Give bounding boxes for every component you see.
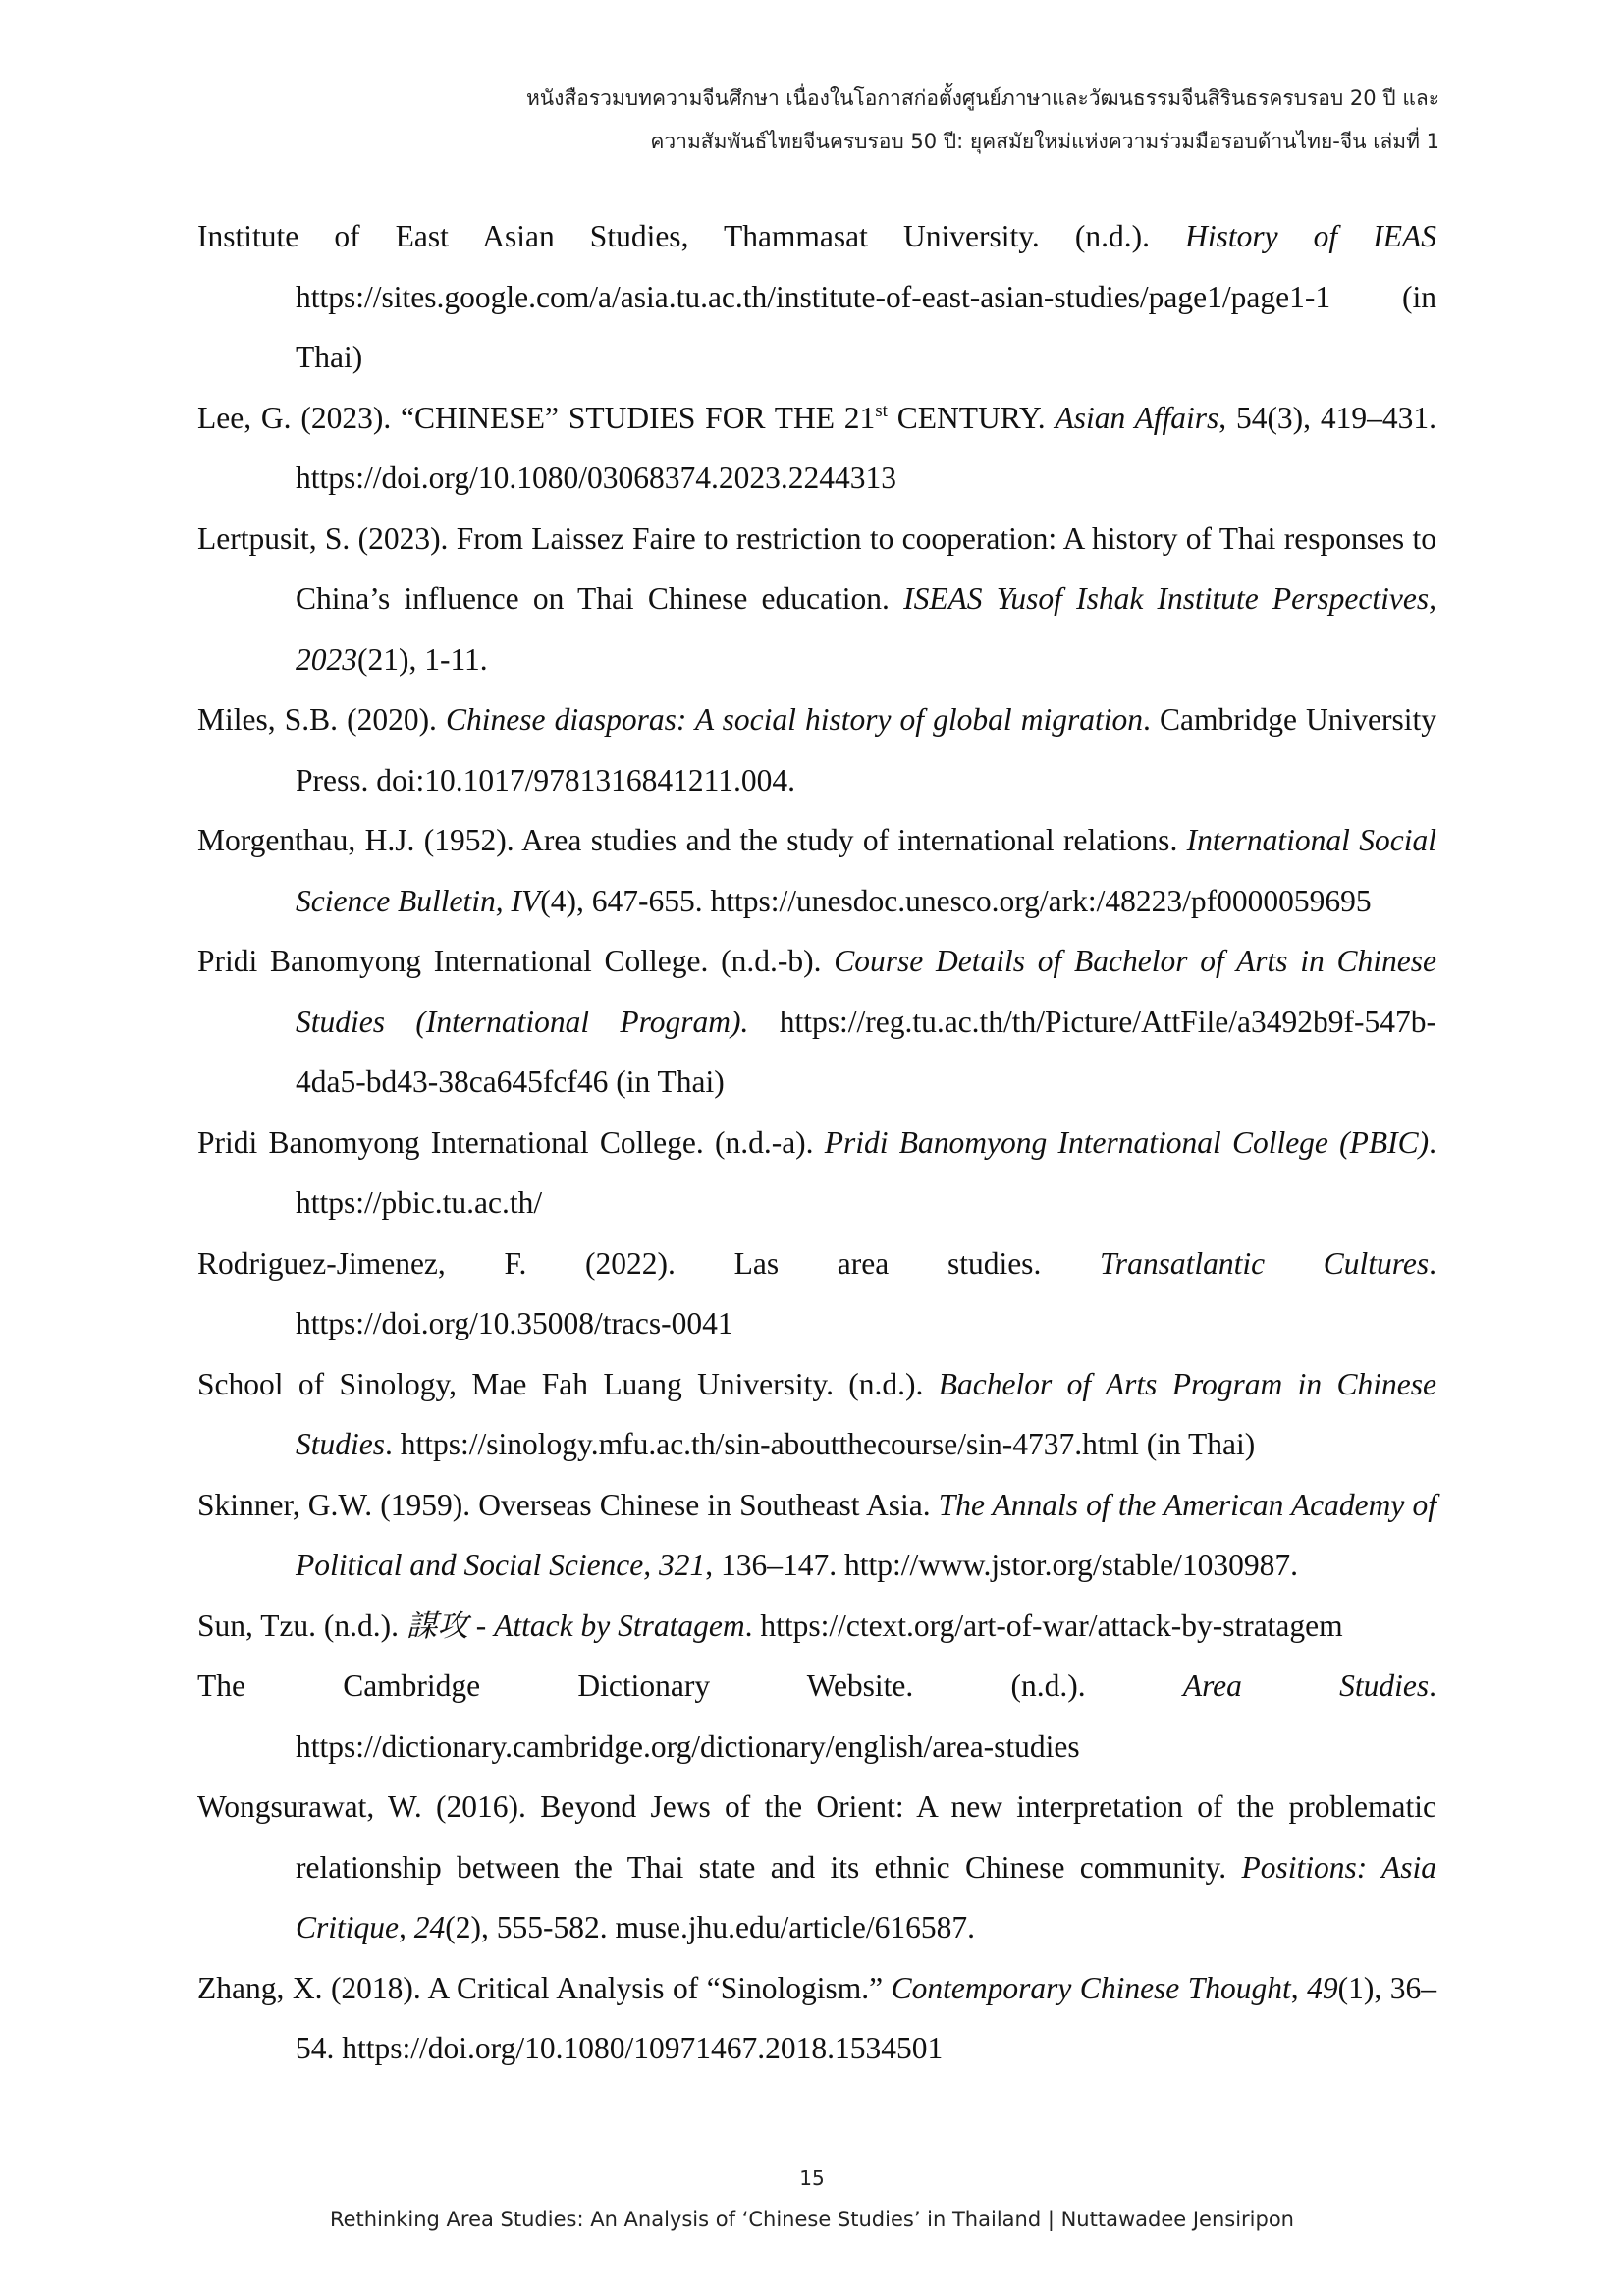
reference-list <box>197 206 1436 2079</box>
running-footer: Rethinking Area Studies: An Analysis of ‘Chinese Studies’ in Thailand | Nuttawadee Jensiripon <box>329 2208 1294 2231</box>
reference-entry-wongsurawat: Wongsurawat, W. (2016). Beyond Jews of the Orient: A new interpretation of the problematic relationship between the Thai state and its ethnic Chinese community. Positions: Asia Critique, 24(2), 555-582. muse.jhu.edu/article/616587. <box>197 1789 1436 1944</box>
reference-entry-ieas: Institute of East Asian Studies, Thammasat University. (n.d.). History of IEAS https://sites.google.com/a/asia.tu.ac.th/institute-of-east-asian-studies/page1/page1-1 (in Thai) <box>197 219 1436 374</box>
reference-entry-lertpusit: Lertpusit, S. (2023). From Laissez Faire to restriction to cooperation: A history of Thai responses to China’s influence on Thai Chinese education. ISEAS Yusof Ishak Institute Perspectives, 2023(21), 1-11. <box>197 520 1436 677</box>
reference-entry-lee: Lee, G. (2023). “CHINESE” STUDIES FOR THE 21st CENTURY. Asian Affairs, 54(3), 419–431. https://doi.org/10.1080/03068374.2023.2244313 <box>197 400 1436 495</box>
reference-entry-cambridge: The Cambridge Dictionary Website. (n.d.). Area Studies. https://dictionary.cambridge.org/dictionary/english/area-studies <box>197 1668 1436 1764</box>
reference-entry-skinner: Skinner, G.W. (1959). Overseas Chinese in Southeast Asia. The Annals of the American Academy of Political and Social Science, 321, 136–147. http://www.jstor.org/stable/1030987. <box>197 1487 1436 1582</box>
reference-entry-pbic: Pridi Banomyong International College. (n.d.-a). Pridi Banomyong International College (PBIC). https://pbic.tu.ac.th/ <box>197 1124 1436 1220</box>
reference-entry-pbic-course: Pridi Banomyong International College. (n.d.-b). Course Details of Bachelor of Arts in Chinese Studies (International Program). https://reg.tu.ac.th/th/Picture/AttFile/a3492b9f-547b-4da5-bd43-38ca645fcf46 (in Thai) <box>197 944 1436 1099</box>
reference-entry-miles: Miles, S.B. (2020). Chinese diasporas: A social history of global migration. Cambridge University Press. doi:10.1017/9781316841211.004. <box>197 702 1436 797</box>
page-number: 15 <box>799 2166 825 2190</box>
running-header-line-1: หนังสือรวมบทความจีนศึกษา เนื่องในโอกาสก่อตั้งศูนย์ภาษาและวัฒนธรรมจีนสิรินธรครบรอบ 20 ปี และ <box>525 86 1439 110</box>
reference-entry-zhang: Zhang, X. (2018). A Critical Analysis of “Sinologism.” Contemporary Chinese Thought, 49(1), 36–54. https://doi.org/10.1080/10971467.2018.1534501 <box>197 1970 1436 2065</box>
running-header <box>526 77 1439 163</box>
running-header-line-2: ความสัมพันธ์ไทยจีนครบรอบ 50 ปี: ยุคสมัยใหม่แห่งความร่วมมือรอบด้านไทย-จีน เล่มที่ 1 <box>650 130 1439 153</box>
reference-entry-mfu: School of Sinology, Mae Fah Luang University. (n.d.). Bachelor of Arts Program in Chinese Studies. https://sinology.mfu.ac.th/sin-aboutthecourse/sin-4737.html (in Thai) <box>197 1366 1436 1461</box>
reference-entry-morgenthau: Morgenthau, H.J. (1952). Area studies and the study of international relations. International Social Science Bulletin, IV(4), 647-655. https://unesdoc.unesco.org/ark:/48223/pf0000059695 <box>197 823 1436 918</box>
reference-entry-sun-tzu: Sun, Tzu. (n.d.). 謀攻 - Attack by Stratagem. https://ctext.org/art-of-war/attack-by-stratagem <box>197 1608 1343 1643</box>
reference-entry-rodriguez: Rodriguez-Jimenez, F. (2022). Las area studies. Transatlantic Cultures. https://doi.org/10.35008/tracs-0041 <box>197 1245 1436 1340</box>
